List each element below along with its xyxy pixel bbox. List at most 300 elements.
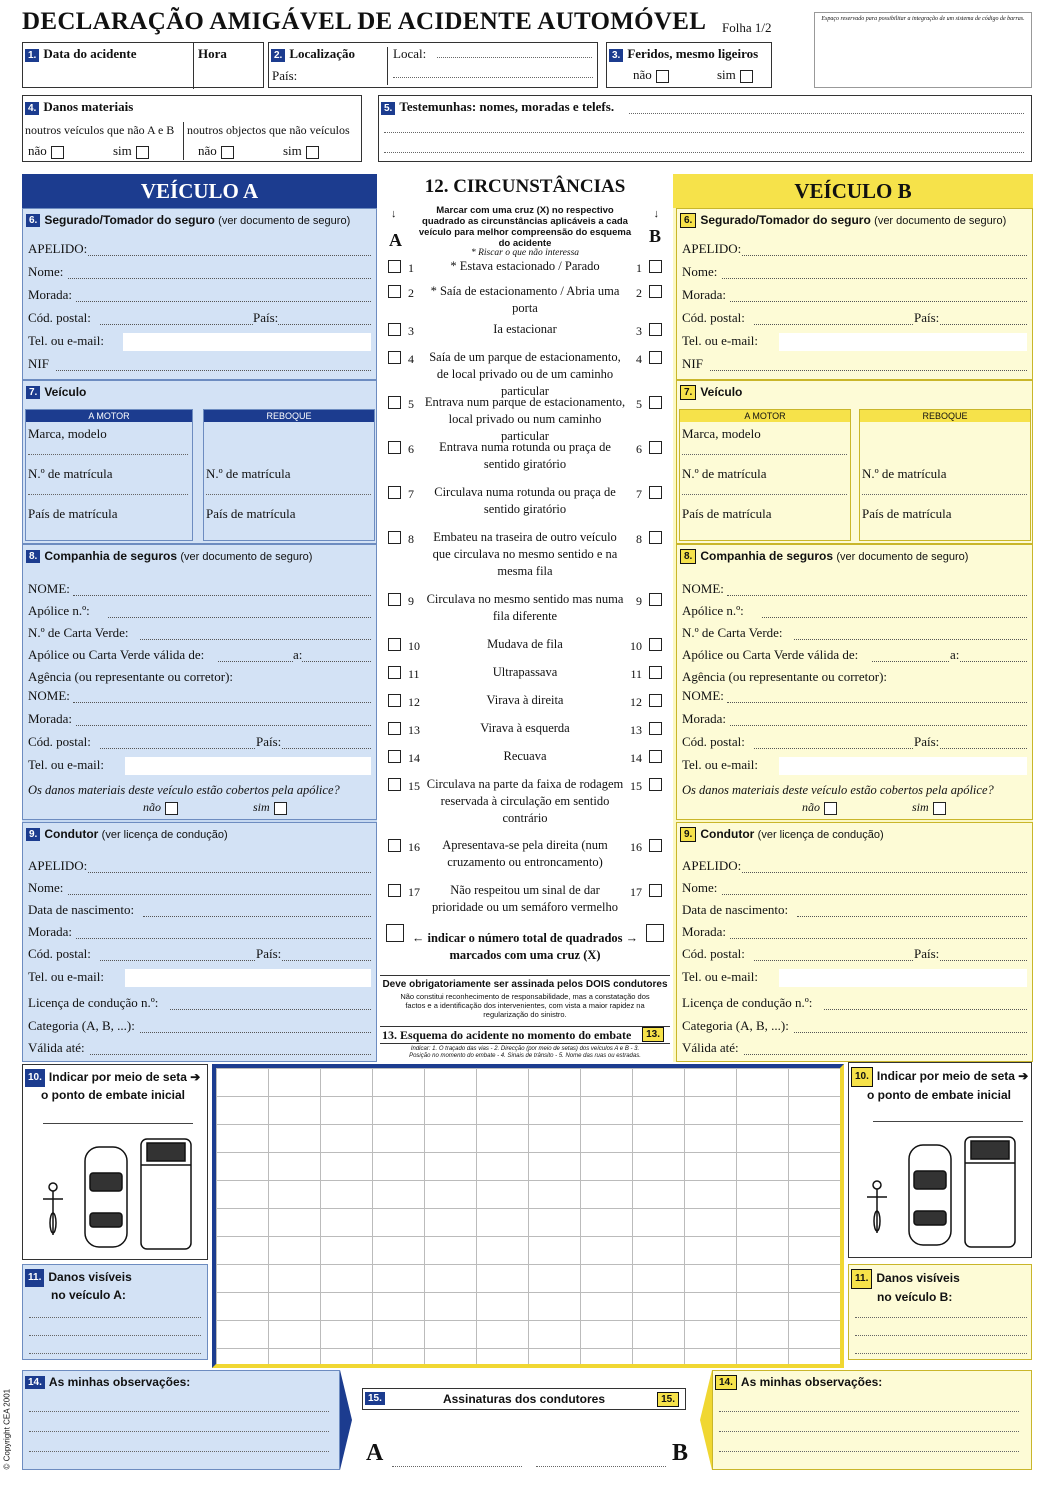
circumstance-text: Entrava num parque de estacionamento, local privado ou num caminho particular bbox=[424, 395, 626, 443]
circumstance-b-checkbox[interactable] bbox=[649, 323, 662, 336]
agency-tel-label: Tel. ou e-mail: bbox=[28, 757, 104, 772]
name-label: Nome: bbox=[682, 880, 718, 895]
vehicle-a-observations[interactable] bbox=[22, 1370, 340, 1470]
signature-b-line[interactable] bbox=[536, 1466, 666, 1467]
section-number: 11. bbox=[25, 1269, 44, 1287]
plate-country-label: País de matrícula bbox=[206, 506, 296, 521]
plate-country-label: País de matrícula bbox=[682, 506, 772, 521]
circumstance-a-checkbox[interactable] bbox=[388, 884, 401, 897]
circumstance-b-checkbox[interactable] bbox=[649, 593, 662, 606]
vehicle-b-title: VEÍCULO B bbox=[673, 174, 1033, 208]
vehicle-b-driver[interactable] bbox=[676, 822, 1033, 1062]
agency-country-label: País: bbox=[914, 734, 940, 749]
agency-postal-label: Cód. postal: bbox=[28, 734, 91, 749]
postal-label: Cód. postal: bbox=[682, 310, 745, 325]
trailer-label: REBOQUE bbox=[204, 410, 374, 422]
circumstance-b-checkbox[interactable] bbox=[649, 839, 662, 852]
circumstance-a-checkbox[interactable] bbox=[388, 260, 401, 273]
green-card-label: N.º de Carta Verde: bbox=[682, 625, 783, 640]
circumstance-row bbox=[380, 692, 670, 709]
vehicle-a-panel bbox=[22, 174, 377, 1062]
circumstance-row bbox=[380, 664, 670, 681]
circumstance-number-b: 17 bbox=[630, 885, 642, 899]
circumstance-b-checkbox[interactable] bbox=[649, 260, 662, 273]
address-label: Morada: bbox=[682, 287, 727, 302]
policy-label: Apólice n.º: bbox=[682, 603, 744, 618]
circumstance-b-checkbox[interactable] bbox=[649, 486, 662, 499]
no-label: não bbox=[28, 143, 47, 158]
sketch-label: 13. Esquema do acidente no momento do embate bbox=[382, 1028, 632, 1042]
circumstance-number-a: 3 bbox=[408, 324, 414, 338]
copyright: © Copyright CEA 2001 bbox=[2, 1388, 12, 1470]
signature-required-label: Deve obrigatoriamente ser assinada pelos DOIS condutores bbox=[382, 979, 668, 990]
vehicle-a-insurance[interactable] bbox=[22, 544, 377, 820]
plate-country-label: País de matrícula bbox=[862, 506, 952, 521]
circumstance-number-b: 5 bbox=[636, 397, 642, 411]
damage-label: Danos materiais bbox=[43, 99, 134, 114]
insurance-note: (ver documento de seguro) bbox=[180, 551, 313, 563]
circumstance-text: Recuava bbox=[503, 749, 547, 763]
circumstance-b-checkbox[interactable] bbox=[649, 285, 662, 298]
section-number: 6. bbox=[26, 214, 40, 227]
yes-label: sim bbox=[283, 143, 302, 158]
yes-label: sim bbox=[717, 67, 736, 82]
company-name-label: NOME: bbox=[682, 581, 724, 596]
circumstance-b-checkbox[interactable] bbox=[649, 351, 662, 364]
circumstance-row bbox=[380, 591, 670, 625]
circumstance-a-checkbox[interactable] bbox=[388, 694, 401, 707]
trailer-column bbox=[859, 409, 1031, 541]
section-number: 14. bbox=[25, 1376, 45, 1389]
agency-tel-label: Tel. ou e-mail: bbox=[682, 757, 758, 772]
circumstance-text: Ia estacionar bbox=[493, 322, 557, 336]
circumstances-title: 12. CIRCUNSTÂNCIAS bbox=[424, 176, 626, 197]
agency-address-label: Morada: bbox=[28, 711, 73, 726]
vehicle-a-insured[interactable] bbox=[22, 208, 377, 380]
date-label: Data do acidente bbox=[43, 46, 137, 61]
policy-label: Apólice n.º: bbox=[28, 603, 90, 618]
section-number: 2. bbox=[271, 49, 285, 62]
circumstance-row bbox=[380, 321, 670, 338]
circumstance-text: Apresentava-se pela direita (num cruzamento ou entroncamento) bbox=[442, 838, 608, 869]
circumstance-row bbox=[380, 748, 670, 765]
section-number: 8. bbox=[26, 550, 40, 563]
valid-from-label: Apólice ou Carta Verde válida de: bbox=[682, 647, 859, 662]
section-2-location[interactable] bbox=[268, 42, 598, 88]
plate-label: N.º de matrícula bbox=[28, 466, 113, 481]
circumstance-a-checkbox[interactable] bbox=[388, 638, 401, 651]
observations-label: As minhas observações: bbox=[48, 1375, 191, 1389]
signature-a-label: A bbox=[366, 1440, 384, 1466]
vehicle-b-vehicle[interactable] bbox=[676, 380, 1033, 544]
circumstance-b-checkbox[interactable] bbox=[649, 666, 662, 679]
circumstances-panel bbox=[380, 174, 670, 1074]
damage-other-vehicles-label: noutros veículos que não A e B bbox=[25, 123, 175, 137]
tel-label: Tel. ou e-mail: bbox=[28, 969, 104, 984]
circumstance-text: Embateu na traseira de outro veículo que circulava no mesmo sentido e na mesma fila bbox=[432, 530, 618, 578]
circumstance-number-b: 2 bbox=[636, 286, 642, 300]
name-label: Nome: bbox=[28, 880, 64, 895]
circumstance-number-b: 15 bbox=[630, 779, 642, 793]
damage-vehicles-no-checkbox[interactable] bbox=[51, 146, 64, 159]
circumstance-b-checkbox[interactable] bbox=[649, 396, 662, 409]
barcode-area bbox=[814, 12, 1032, 88]
circumstance-b-checkbox[interactable] bbox=[649, 722, 662, 735]
circumstance-row bbox=[380, 258, 670, 275]
circumstance-text: Ultrapassava bbox=[492, 665, 558, 679]
vehicle-a-vehicle[interactable] bbox=[22, 380, 377, 544]
column-b-label: B bbox=[648, 226, 661, 246]
section-4-damage bbox=[22, 95, 362, 162]
circumstance-number-a: 12 bbox=[408, 695, 420, 709]
circumstance-number-b: 14 bbox=[630, 751, 642, 765]
motor-column bbox=[679, 409, 851, 541]
page-title: DECLARAÇÃO AMIGÁVEL DE ACIDENTE AUTOMÓVEL bbox=[22, 8, 707, 35]
circumstance-number-b: 8 bbox=[636, 532, 642, 546]
circumstance-row bbox=[380, 529, 670, 580]
circumstance-row bbox=[380, 837, 670, 871]
section-number: 1. bbox=[25, 49, 39, 62]
license-label: Licença de condução n.º: bbox=[682, 995, 813, 1010]
address-label: Morada: bbox=[28, 924, 73, 939]
section-number: 7. bbox=[680, 385, 696, 400]
section-number: 11. bbox=[851, 1269, 872, 1289]
circumstance-row bbox=[380, 882, 670, 916]
valid-until-label: Válida até: bbox=[28, 1040, 85, 1055]
valid-from-label: Apólice ou Carta Verde válida de: bbox=[28, 647, 205, 662]
country-label: País: bbox=[272, 68, 298, 83]
no-label: não bbox=[802, 800, 820, 814]
green-card-label: N.º de Carta Verde: bbox=[28, 625, 129, 640]
damage-label-1: Danos visíveis bbox=[48, 1270, 132, 1285]
section-3-injuries[interactable] bbox=[606, 42, 772, 88]
tel-label: Tel. ou e-mail: bbox=[28, 333, 104, 348]
circumstance-a-checkbox[interactable] bbox=[388, 531, 401, 544]
coverage-yes-checkbox[interactable] bbox=[274, 802, 287, 815]
injuries-no-checkbox[interactable] bbox=[656, 70, 669, 83]
plate-country-label: País de matrícula bbox=[28, 506, 118, 521]
section-number: 10. bbox=[25, 1069, 45, 1087]
driver-label: Condutor bbox=[700, 827, 755, 841]
vehicle-b-observations[interactable] bbox=[712, 1370, 1032, 1470]
trailer-column bbox=[203, 409, 375, 541]
circumstance-b-checkbox[interactable] bbox=[649, 750, 662, 763]
circumstance-number-b: 11 bbox=[630, 667, 642, 681]
driver-label: Condutor bbox=[44, 827, 99, 841]
yes-label: sim bbox=[113, 143, 132, 158]
damage-label-2: no veículo A: bbox=[51, 1288, 126, 1302]
circumstance-a-checkbox[interactable] bbox=[388, 285, 401, 298]
circumstance-number-b: 3 bbox=[636, 324, 642, 338]
valid-until-label: Válida até: bbox=[682, 1040, 739, 1055]
vehicle-a-title: VEÍCULO A bbox=[22, 174, 377, 208]
section-number: 5. bbox=[381, 102, 395, 115]
address-label: Morada: bbox=[682, 924, 727, 939]
circumstance-number-b: 9 bbox=[636, 594, 642, 608]
insured-note: (ver documento de seguro) bbox=[874, 215, 1007, 227]
address-label: Morada: bbox=[28, 287, 73, 302]
agency-name-label: NOME: bbox=[682, 688, 724, 703]
circumstance-number-b: 10 bbox=[630, 639, 642, 653]
section-number: 8. bbox=[680, 549, 696, 564]
injuries-label: Feridos, mesmo ligeiros bbox=[627, 46, 759, 61]
vehicle-b-visible-damage[interactable] bbox=[848, 1264, 1032, 1360]
make-model-label: Marca, modelo bbox=[682, 426, 761, 441]
no-label: não bbox=[633, 67, 652, 82]
total-label: ← indicar o número total de quadrados → marcados com uma cruz (X) bbox=[411, 931, 639, 962]
signature-a-line[interactable] bbox=[392, 1466, 522, 1467]
vehicle-b-insured[interactable] bbox=[676, 208, 1033, 380]
plate-label: N.º de matrícula bbox=[206, 466, 291, 481]
damage-objects-no-checkbox[interactable] bbox=[221, 146, 234, 159]
circumstance-text: * Estava estacionado / Parado bbox=[450, 259, 600, 273]
plate-label: N.º de matrícula bbox=[682, 466, 767, 481]
company-name-label: NOME: bbox=[28, 581, 70, 596]
license-label: Licença de condução n.º: bbox=[28, 995, 159, 1010]
total-a-box[interactable] bbox=[386, 924, 404, 942]
circumstance-b-checkbox[interactable] bbox=[649, 441, 662, 454]
section-number: 6. bbox=[680, 213, 696, 228]
circumstance-text: Saía de um parque de estacionamento, de local privado ou de um caminho particular bbox=[429, 350, 621, 398]
circumstance-number-b: 16 bbox=[630, 840, 642, 854]
insurance-label: Companhia de seguros bbox=[700, 549, 834, 563]
section-number: 15. bbox=[657, 1392, 679, 1407]
section-number: 3. bbox=[609, 49, 623, 62]
driver-note: (ver licença de condução) bbox=[101, 829, 228, 841]
circumstance-text: Virava à esquerda bbox=[480, 721, 570, 735]
coverage-yes-checkbox[interactable] bbox=[933, 802, 946, 815]
vehicle-label: Veículo bbox=[700, 385, 743, 399]
local-label: Local: bbox=[393, 46, 427, 61]
circumstance-a-checkbox[interactable] bbox=[388, 486, 401, 499]
coverage-no-checkbox[interactable] bbox=[824, 802, 837, 815]
circumstance-a-checkbox[interactable] bbox=[388, 750, 401, 763]
valid-to-label: a: bbox=[293, 647, 303, 662]
circumstance-number-a: 15 bbox=[408, 779, 420, 793]
damage-objects-yes-checkbox[interactable] bbox=[306, 146, 319, 159]
circumstance-number-b: 1 bbox=[636, 261, 642, 275]
agency-name-label: NOME: bbox=[28, 688, 70, 703]
circumstance-row bbox=[380, 439, 670, 473]
damage-other-objects-label: noutros objectos que não veículos bbox=[187, 123, 350, 137]
category-label: Categoria (A, B, ...): bbox=[28, 1018, 135, 1033]
section-number: 10. bbox=[851, 1067, 873, 1087]
nif-label: NIF bbox=[28, 356, 49, 371]
arrow-down-b-icon: ↓ bbox=[653, 208, 659, 220]
total-b-box[interactable] bbox=[646, 924, 664, 942]
circumstance-number-a: 11 bbox=[408, 667, 420, 681]
circumstances-instructions: Marcar com uma cruz (X) no respectivo quadrado as circunstâncias aplicáveis a cada veículo para melhor compreensão do esquema do acidente bbox=[418, 205, 632, 249]
name-label: Nome: bbox=[682, 264, 718, 279]
circumstance-number-a: 13 bbox=[408, 723, 420, 737]
circumstance-number-a: 10 bbox=[408, 639, 420, 653]
coverage-question: Os danos materiais deste veículo estão cobertos pela apólice? bbox=[28, 783, 340, 797]
circumstance-text: Virava à direita bbox=[486, 693, 564, 707]
column-a-label: A bbox=[389, 230, 402, 250]
circumstance-number-a: 7 bbox=[408, 487, 414, 501]
arrow-down-a-icon: ↓ bbox=[391, 208, 397, 220]
postal-label: Cód. postal: bbox=[28, 946, 91, 961]
riscar-note: * Riscar o que não interessa bbox=[470, 248, 580, 258]
yes-label: sim bbox=[253, 800, 270, 814]
witnesses-label: Testemunhas: nomes, moradas e telefs. bbox=[399, 99, 615, 114]
agency-label: Agência (ou representante ou corretor): bbox=[682, 669, 888, 684]
birth-label: Data de nascimento: bbox=[28, 902, 135, 917]
vehicle-b-impact-point[interactable] bbox=[848, 1062, 1032, 1258]
insurance-label: Companhia de seguros bbox=[44, 549, 178, 563]
time-label: Hora bbox=[198, 46, 227, 61]
surname-label: APELIDO: bbox=[28, 241, 88, 256]
circumstance-number-b: 4 bbox=[636, 352, 642, 366]
total-row bbox=[380, 922, 670, 962]
country-label: País: bbox=[253, 310, 279, 325]
circumstance-b-checkbox[interactable] bbox=[649, 638, 662, 651]
circumstance-row bbox=[380, 394, 670, 443]
circumstance-number-a: 16 bbox=[408, 840, 420, 854]
circumstance-text: Circulava no mesmo sentido mas numa fila diferente bbox=[426, 592, 624, 623]
section-1-date[interactable] bbox=[22, 42, 264, 88]
no-label: não bbox=[143, 800, 161, 814]
signatures-header bbox=[362, 1388, 686, 1410]
circumstance-row bbox=[380, 349, 670, 398]
impact-label-2: o ponto de embate inicial bbox=[867, 1088, 1012, 1102]
section-number: 9. bbox=[680, 827, 696, 842]
damage-label-1: Danos visíveis bbox=[876, 1271, 960, 1286]
motor-column bbox=[25, 409, 193, 541]
yes-label: sim bbox=[912, 800, 929, 814]
plate-label: N.º de matrícula bbox=[862, 466, 947, 481]
circumstance-a-checkbox[interactable] bbox=[388, 441, 401, 454]
circumstance-a-checkbox[interactable] bbox=[388, 722, 401, 735]
signature-disclaimer: Não constitui reconhecimento de responsabilidade, mas a constatação dos factos e a identificação dos intervenientes, com vista a maior rapidez na regularização do sinistro. bbox=[400, 992, 650, 1019]
circumstance-number-a: 9 bbox=[408, 594, 414, 608]
agency-postal-label: Cód. postal: bbox=[682, 734, 745, 749]
circumstance-a-checkbox[interactable] bbox=[388, 666, 401, 679]
circumstance-a-checkbox[interactable] bbox=[388, 778, 401, 791]
circumstance-b-checkbox[interactable] bbox=[649, 531, 662, 544]
circumstance-number-a: 17 bbox=[408, 885, 420, 899]
section-number: 14. bbox=[715, 1375, 737, 1390]
impact-label-1: Indicar por meio de seta ➔ bbox=[876, 1069, 1029, 1084]
surname-label: APELIDO: bbox=[28, 858, 88, 873]
circumstance-row bbox=[380, 720, 670, 737]
name-label: Nome: bbox=[28, 264, 64, 279]
circumstance-number-a: 1 bbox=[408, 261, 414, 275]
insurance-note: (ver documento de seguro) bbox=[836, 551, 969, 563]
country-label: País: bbox=[914, 310, 940, 325]
agency-address-label: Morada: bbox=[682, 711, 727, 726]
circumstance-text: Não respeitou um sinal de dar prioridade ou um semáforo vermelho bbox=[431, 883, 619, 914]
vehicle-b-insurance[interactable] bbox=[676, 544, 1033, 820]
nif-label: NIF bbox=[682, 356, 703, 371]
circumstance-text: Mudava de fila bbox=[487, 637, 563, 651]
section-5-witnesses[interactable] bbox=[378, 95, 1032, 162]
postal-label: Cód. postal: bbox=[28, 310, 91, 325]
injuries-yes-checkbox[interactable] bbox=[740, 70, 753, 83]
circumstance-number-a: 5 bbox=[408, 397, 414, 411]
circumstance-b-checkbox[interactable] bbox=[649, 778, 662, 791]
circumstance-row bbox=[380, 636, 670, 653]
coverage-no-checkbox[interactable] bbox=[165, 802, 178, 815]
insured-note: (ver documento de seguro) bbox=[218, 215, 351, 227]
impact-label-2: o ponto de embate inicial bbox=[41, 1088, 186, 1102]
signature-b-label: B bbox=[672, 1440, 689, 1466]
circumstance-row bbox=[380, 283, 670, 317]
circumstance-number-a: 8 bbox=[408, 532, 414, 546]
circumstance-a-checkbox[interactable] bbox=[388, 396, 401, 409]
tel-label: Tel. ou e-mail: bbox=[682, 333, 758, 348]
tel-label: Tel. ou e-mail: bbox=[682, 969, 758, 984]
circumstance-number-a: 2 bbox=[408, 286, 414, 300]
circumstance-number-a: 6 bbox=[408, 442, 414, 456]
observations-label: As minhas observações: bbox=[740, 1375, 883, 1389]
impact-label-1: Indicar por meio de seta ➔ bbox=[48, 1070, 201, 1085]
circumstance-number-b: 7 bbox=[636, 487, 642, 501]
circumstance-a-checkbox[interactable] bbox=[388, 839, 401, 852]
section-number: 7. bbox=[26, 386, 40, 399]
driver-note: (ver licença de condução) bbox=[757, 829, 884, 841]
postal-label: Cód. postal: bbox=[682, 946, 745, 961]
country-label: País: bbox=[256, 946, 282, 961]
circumstance-row bbox=[380, 776, 670, 827]
trailer-label: REBOQUE bbox=[860, 410, 1030, 422]
vehicle-a-impact-point[interactable] bbox=[22, 1064, 208, 1260]
section-13-header bbox=[380, 1026, 670, 1044]
circumstance-b-checkbox[interactable] bbox=[649, 694, 662, 707]
signatures-label: Assinaturas dos condutores bbox=[442, 1392, 606, 1406]
location-label: Localização bbox=[289, 46, 356, 61]
accident-sketch-area[interactable] bbox=[212, 1064, 844, 1368]
birth-label: Data de nascimento: bbox=[682, 902, 789, 917]
sketch-instructions: Indicar: 1. O traçado das vias - 2. Direcção (por meio de setas) dos veículos A e B - 3. Posição no momento do embate - 4. Sinais de trânsito - 5. Nome das ruas ou estradas. bbox=[409, 1046, 641, 1059]
section-number: 9. bbox=[26, 828, 40, 841]
circumstance-number-a: 4 bbox=[408, 352, 414, 366]
circumstance-a-checkbox[interactable] bbox=[388, 593, 401, 606]
vehicle-a-visible-damage[interactable] bbox=[22, 1264, 208, 1360]
damage-vehicles-yes-checkbox[interactable] bbox=[136, 146, 149, 159]
folha-label: Folha 1/2 bbox=[722, 20, 772, 35]
vehicle-label: Veículo bbox=[44, 385, 87, 399]
motor-label: A MOTOR bbox=[26, 410, 192, 422]
no-label: não bbox=[198, 143, 217, 158]
vehicle-b-panel bbox=[673, 174, 1033, 1062]
damage-label-2: no veículo B: bbox=[877, 1290, 953, 1304]
circumstance-a-checkbox[interactable] bbox=[388, 351, 401, 364]
vehicle-a-driver[interactable] bbox=[22, 822, 377, 1062]
section-number: 4. bbox=[25, 102, 39, 115]
section-number: 15. bbox=[365, 1392, 385, 1405]
circumstance-text: Circulava na parte da faixa de rodagem reservada à circulação em sentido contrário bbox=[426, 777, 624, 825]
circumstance-text: * Saía de estacionamento / Abria uma porta bbox=[430, 284, 620, 315]
insured-label: Segurado/Tomador do seguro bbox=[700, 213, 871, 227]
circumstance-row bbox=[380, 484, 670, 518]
surname-label: APELIDO: bbox=[682, 858, 742, 873]
insured-label: Segurado/Tomador do seguro bbox=[44, 213, 215, 227]
circumstance-text: Circulava numa rotunda ou praça de sentido giratório bbox=[434, 485, 616, 516]
vehicle-silhouettes-icon bbox=[861, 1133, 1026, 1253]
coverage-question: Os danos materiais deste veículo estão cobertos pela apólice? bbox=[682, 783, 994, 797]
vehicle-silhouettes-icon bbox=[37, 1135, 202, 1255]
circumstance-b-checkbox[interactable] bbox=[649, 884, 662, 897]
agency-country-label: País: bbox=[256, 734, 282, 749]
make-model-label: Marca, modelo bbox=[28, 426, 107, 441]
circumstance-number-a: 14 bbox=[408, 751, 420, 765]
valid-to-label: a: bbox=[950, 647, 960, 662]
category-label: Categoria (A, B, ...): bbox=[682, 1018, 789, 1033]
circumstance-number-b: 12 bbox=[630, 695, 642, 709]
circumstance-a-checkbox[interactable] bbox=[388, 323, 401, 336]
circumstance-number-b: 6 bbox=[636, 442, 642, 456]
